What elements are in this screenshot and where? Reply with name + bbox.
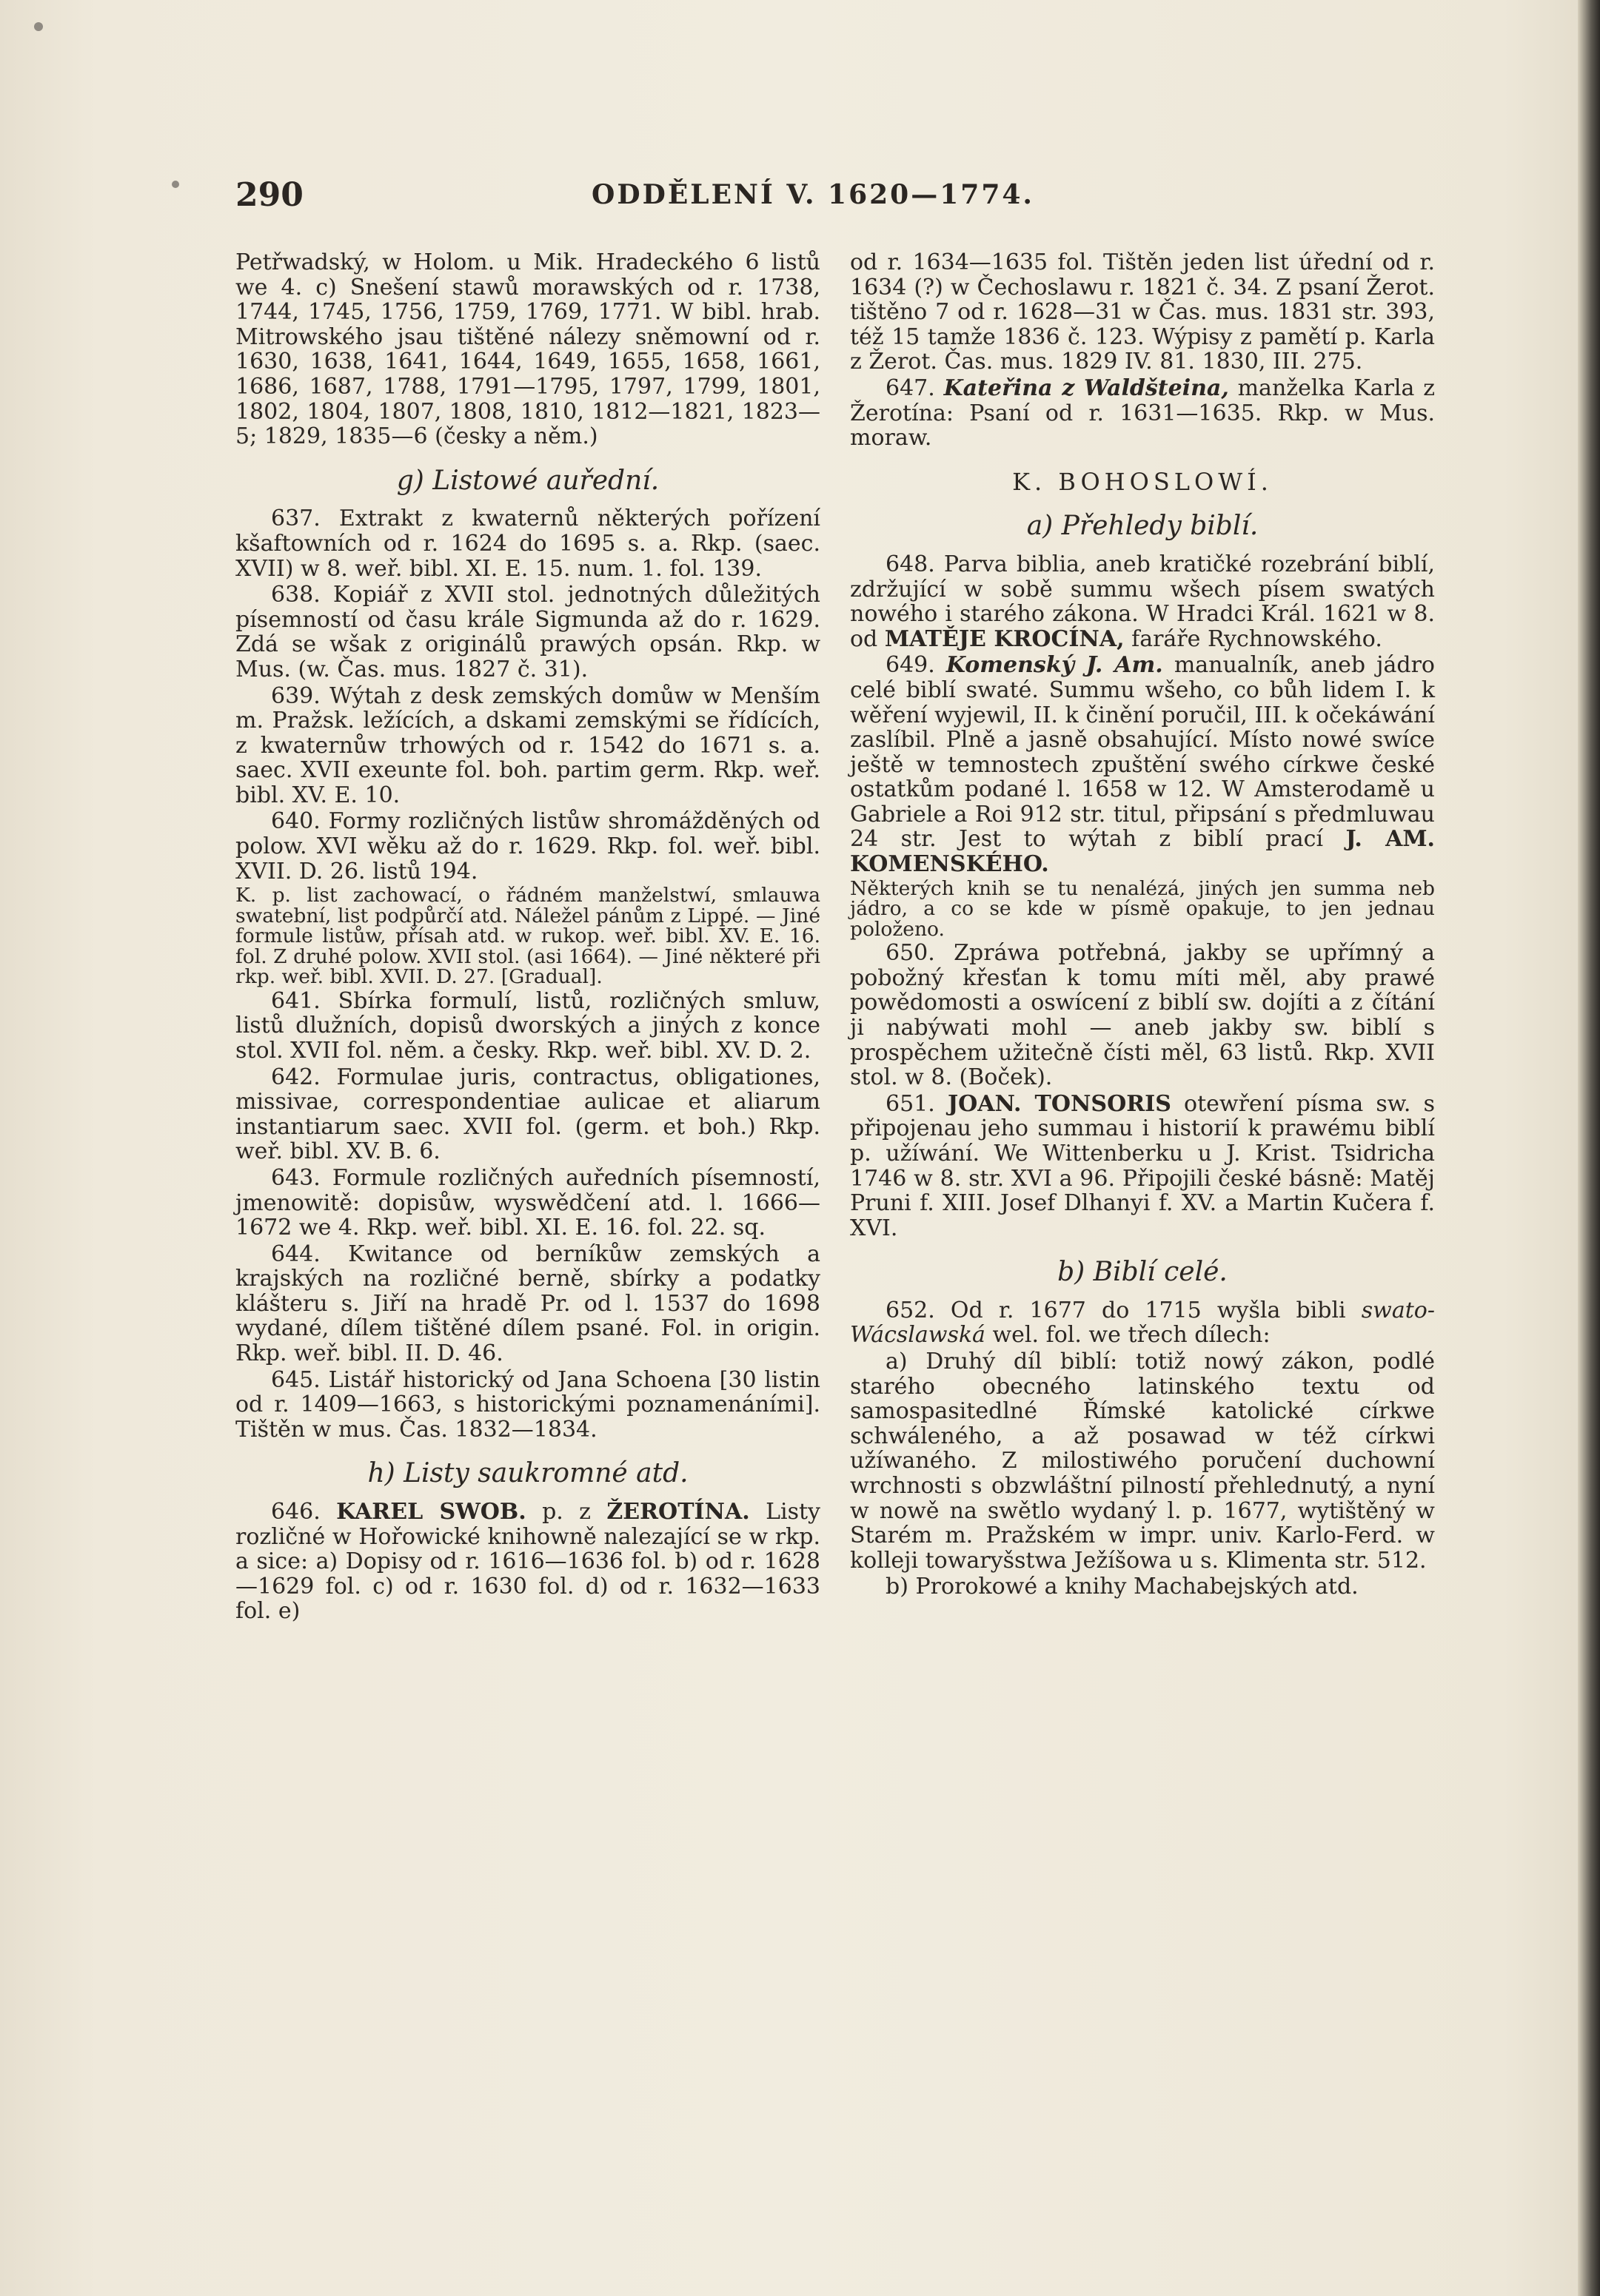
entry-638: 638. Kopiář z XVII stol. jednotných důležitých písemností od času krále Sigmunda až do r. 1629. Zdá se wšak z originálů prawých opsán. Rkp. w Mus. (w. Čas. mus. 1827 č. 31).: [235, 582, 820, 682]
author-name: Kateřina z Waldšteina,: [943, 375, 1229, 401]
entry-text: otewření písma sw. s připojenau jeho summau i historií k prawému biblí p. užíwání. We Wittenberku u J. Krist. Tsidricha 1746 w 8. str. XVI a 96. Připojili české básně: Matěj Pruni f. XIII. Josef Dlhanyi f. XV. a Martin Kučera f. XVI.: [850, 1090, 1435, 1241]
entry-number: 651.: [886, 1090, 935, 1117]
author-name: JOAN. TONSORIS: [947, 1090, 1171, 1117]
section-heading-g: g) Listowé auřední.: [396, 465, 660, 496]
entry-650: 650. Zpráwa potřebná, jakby se upřímný a pobožný křesťan k tomu míti měl, aby prawé powědomosti a oswícení z biblí sw. dojíti a z čítání ji nabýwati mohl — aneb jakby sw. biblí s prospěchem užitečně čísti měl, 63 listů. Rkp. XVII stol. w 8. (Boček).: [850, 940, 1435, 1091]
entry-text: p. z: [542, 1499, 591, 1525]
author-place: ŽEROTÍNA.: [606, 1499, 750, 1525]
entry-652-part-a: a) Druhý díl biblí: totiž nowý zákon, podlé starého obecného latinského textu od samospasitedlné Římské katolické církwe schwáleného, a až posawad w též církwi užíwaného. Z milostiwého poručení duchowní wrchnosti s obzwláštní pilností přehlednutý, a nyní w nowě na swětlo wydaný l. p. 1677, wytištěný w Starém m. Pražském w impr. univ. Karlo-Ferd. w kolleji towaryšstwa Ježíšowa u s. Klimenta str. 512.: [850, 1349, 1435, 1574]
running-header: [235, 176, 1390, 221]
section-heading-b: b) Biblí celé.: [1057, 1257, 1228, 1288]
paper-speck: [172, 181, 179, 188]
author-name: KAREL SWOB.: [336, 1499, 526, 1525]
author-name: MATĚJE KROCÍNA,: [884, 625, 1125, 652]
entry-number: 647.: [886, 375, 935, 401]
section-heading-a: a) Přehledy biblí.: [1026, 511, 1259, 542]
page-number: 290: [235, 176, 304, 214]
author-name: J. AM. KOMENSKÉHO.: [850, 826, 1435, 878]
entry-647: [850, 376, 1435, 451]
chapter-heading-k: K. BOHOSLOWÍ.: [1012, 467, 1273, 496]
paragraph-continuation: Petřwadský, w Holom. u Mik. Hradeckého 6 listů we 4. c) Snešení stawů morawských od r. 1738, 1744, 1745, 1756, 1759, 1769, 1771. W bibl. hrab. Mitrowského jsau tištěné nálezy sněmowní od r. 1630, 1638, 1641, 1644, 1649, 1655, 1658, 1661, 1686, 1687, 1788, 1791—1795, 1797, 1799, 1801, 1802, 1804, 1807, 1808, 1810, 1812—1821, 1823—5; 1829, 1835—6 (česky a něm.): [235, 249, 820, 450]
paragraph-continuation: od r. 1634—1635 fol. Tištěn jeden list úřední od r. 1634 (?) w Čechoslawu r. 1821 č. 34. Z psaní Žerot. tištěno 7 od r. 1628—31 w Čas. mus. 1831 str. 393, též 15 tamže 1836 č. 123. Wýpisy z pamětí p. Karla z Žerot. Čas. mus. 1829 IV. 81. 1830, III. 275.: [850, 249, 1435, 375]
entry-652-part-b: b) Prorokowé a knihy Machabejských atd.: [886, 1574, 1359, 1600]
entry-649-note: Některých knih se tu nenalézá, jiných jen summa neb jádro, a co se kde w písmě opakuje, to jen jednau položeno.: [850, 876, 1435, 941]
entry-642: 642. Formulae juris, contractus, obligationes, missivae, correspondentiae aulicae et aliarum instantiarum saec. XVII fol. (germ. et boh.) Rkp. weř. bibl. XV. B. 6.: [235, 1064, 820, 1165]
entry-number: 646.: [271, 1499, 321, 1525]
entry-text: wel. fol. we třech dílech:: [992, 1322, 1271, 1349]
left-column: [235, 250, 820, 1625]
entry-640: 640. Formy rozličných listůw shromážděných od polow. XVI wěku až do r. 1629. Rkp. fol. weř. bibl. XVII. D. 26. listů 194.: [235, 808, 820, 885]
entry-text: Listy rozličné w Hořowické knihowně nalezající se w rkp. a sice: a) Dopisy od r. 1616—1636 fol. b) od r. 1628—1629 fol. c) od r. 1630 fol. d) od r. 1632—1633 fol. e): [235, 1499, 820, 1625]
entry-text: faráře Rychnowského.: [1131, 625, 1382, 652]
running-title: ODDĚLENÍ V. 1620—1774.: [592, 179, 1034, 210]
entry-645: 645. Listář historický od Jana Schoena [30 listin od r. 1409—1663, s historickými poznamenáními]. Tištěn w mus. Čas. 1832—1834.: [235, 1366, 820, 1443]
entry-639: 639. Wýtah z desk zemských domůw w Menším m. Pražsk. ležících, a dskami zemskými se řídících, z kwaternůw trhowých od r. 1542 do 1671 s. a. saec. XVII exeunte fol. boh. partim germ. Rkp. weř. bibl. XV. E. 10.: [235, 682, 820, 808]
entry-text: manualník, aneb jádro celé biblí swaté. Summu wšeho, co bůh lidem I. k wěření wyjewil, II. k činění poručil, III. k očekáwání zaslíbil. Plně a jasně obsahující. Místo nowé swíce ještě w temnostech zpuštění swého církwe české ostatkům podané l. 1658 w 12. W Amsterodamě u Gabriele a Roi 912 str. titul, připsání s předmluwau 24 str. Jest to wýtah z biblí prací: [850, 652, 1435, 853]
entry-646: [235, 1500, 820, 1624]
entry-number: 649.: [886, 652, 935, 679]
entry-649: [850, 653, 1435, 876]
section-heading-h: h) Listy saukromné atd.: [367, 1458, 689, 1489]
page-edge-shadow: [1578, 0, 1600, 2296]
entry-637: 637. Extrakt z kwaternů některých pořízení kšaftowních od r. 1624 do 1695 s. a. Rkp. (saec. XVII) w 8. weř. bibl. XI. E. 15. num. 1. fol. 139.: [235, 506, 820, 582]
right-column: [850, 250, 1435, 1601]
entry-text: manželka Karla z Žerotína: Psaní od r. 1631—1635. Rkp. w Mus. moraw.: [850, 375, 1436, 452]
entry-641: 641. Sbírka formulí, listů, rozličných smluw, listů dlužních, dopisů dworských a jiných z konce stol. XVII fol. něm. a česky. Rkp. weř. bibl. XV. D. 2.: [235, 987, 820, 1064]
entry-643: 643. Formule rozličných auředních písemností, jmenowitě: dopisůw, wyswědčení atd. l. 1666—1672 we 4. Rkp. weř. bibl. XI. E. 16. fol. 22. sq.: [235, 1164, 820, 1241]
book-title: swato-Wácslawská: [850, 1297, 1435, 1349]
entry-652: [850, 1298, 1435, 1348]
paper-speck: [34, 22, 43, 31]
entry-651: [850, 1092, 1435, 1241]
entry-644: 644. Kwitance od berníkůw zemských a krajských na rozličné berně, sbírky a podatky klášteru s. Jiří na hradě Pr. od l. 1537 do 1698 wydané, dílem tištěné dílem psané. Fol. in origin. Rkp. weř. bibl. II. D. 46.: [235, 1241, 820, 1367]
entry-648: [850, 552, 1435, 651]
entry-text: 652. Od r. 1677 do 1715 wyšla bibli: [886, 1297, 1346, 1323]
author-name: Komenský J. Am.: [945, 652, 1163, 679]
entry-text: 648. Parva biblia, aneb kratičké rozebrání biblí, zdržující w sobě summu wšech písem swatých nowého i starého zákona. W Hradci Král. 1621 w 8. od: [850, 551, 1435, 652]
entry-640-note: K. p. list zachowací, o řádném manželstwí, smlauwa swatební, list podpůrčí atd. Náležel pánům z Lippé. — Jiné formule listůw, přísah atd. w rukop. weř. bibl. XV. E. 16. fol. Z druhé polow. XVII stol. (asi 1664). — Jiné některé při rkp. weř. bibl. XVII. D. 27. [Gradual].: [235, 884, 820, 989]
